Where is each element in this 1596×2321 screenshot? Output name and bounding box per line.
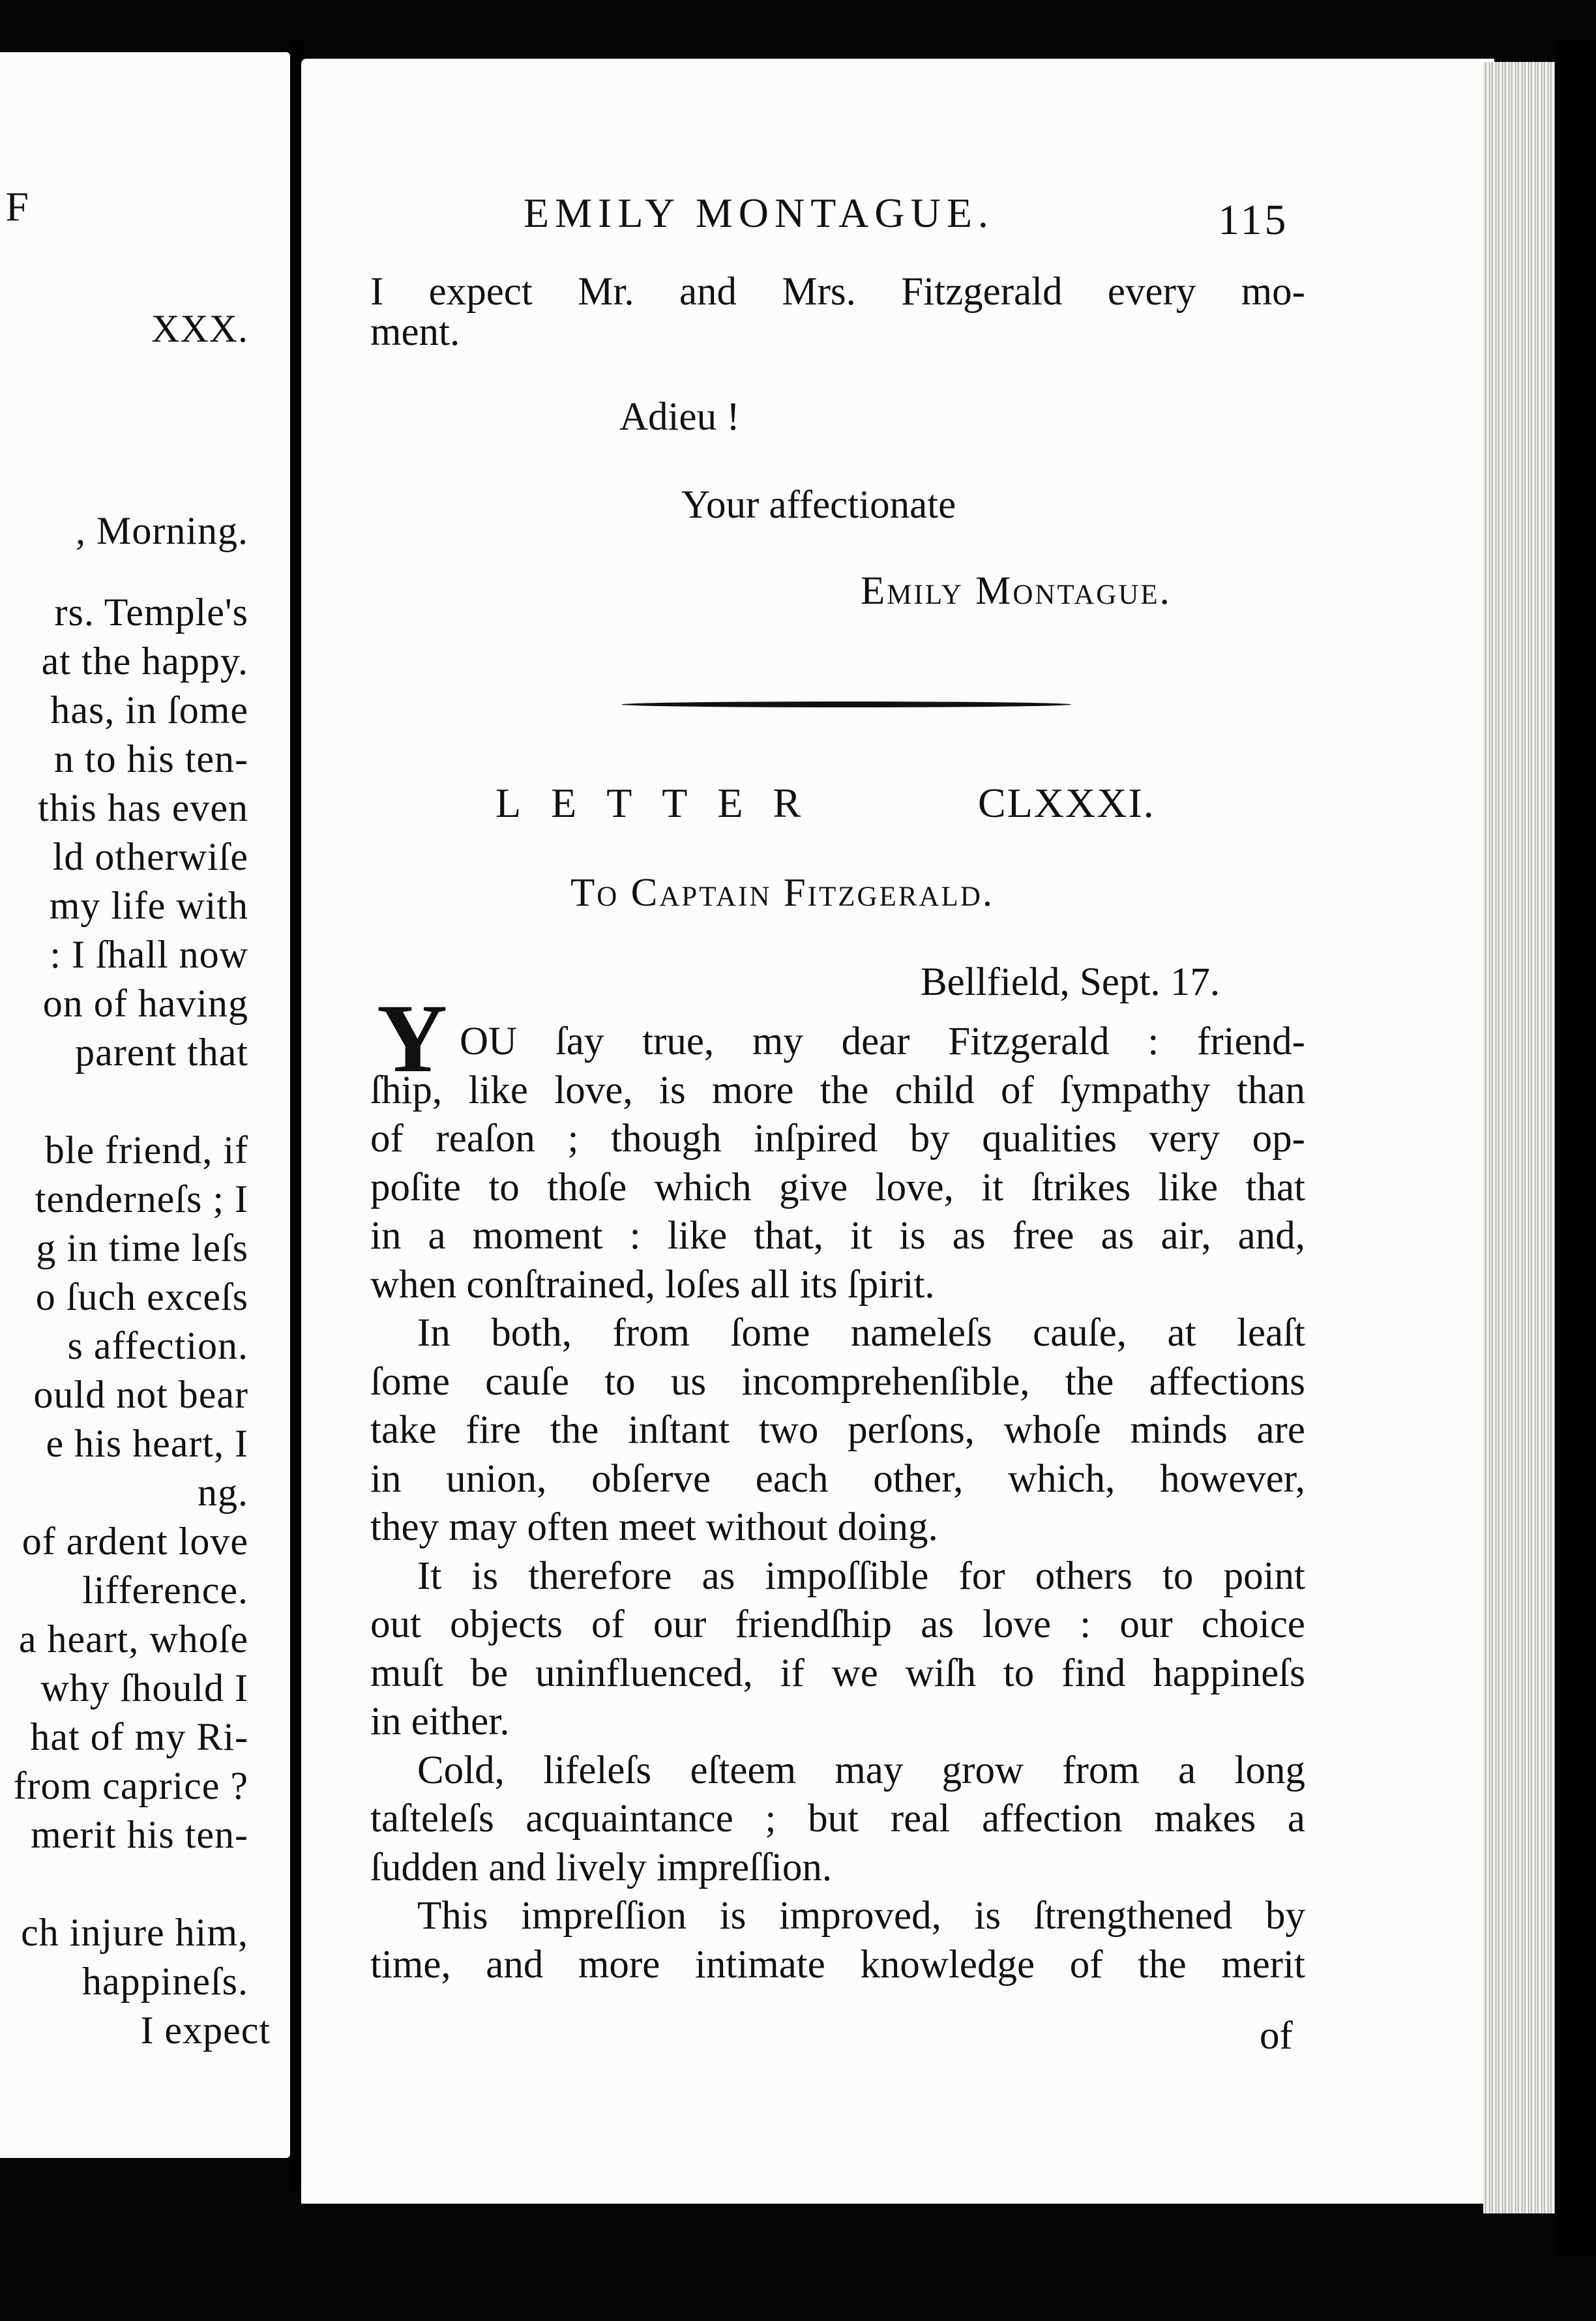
letter-number: CLXXXI.	[978, 780, 1155, 826]
letter-body-line: taſteleſs acquaintance ; but real affection makes a	[370, 1797, 1305, 1841]
left-page-line: e his heart, I	[46, 1422, 248, 1465]
left-page-line: parent that	[75, 1031, 248, 1074]
background-edge	[1555, 39, 1596, 2256]
letter-body-line: ſudden and lively impreſſion.	[370, 1845, 833, 1889]
left-page-line: rs. Temple's	[54, 591, 248, 634]
running-header: EMILY MONTAGUE.	[524, 190, 994, 236]
left-page-line: : I ſhall now	[50, 933, 248, 976]
recipient: To Captain Fitzgerald.	[570, 871, 995, 915]
left-page-line: hat of my Ri-	[30, 1715, 248, 1758]
letter-body-line: in union, obſerve each other, which, however,	[370, 1456, 1305, 1501]
letter-body-line: time, and more intimate knowledge of the merit	[370, 1942, 1305, 1987]
left-page-line: , Morning.	[76, 509, 248, 552]
letter-body-line: in a moment : like that, it is as free as air, and,	[370, 1214, 1305, 1258]
closing: Your affectionate	[681, 483, 956, 527]
left-page-line: ble friend, if	[44, 1129, 248, 1172]
letter-body-line: In both, from ſome nameleſs cauſe, at leaſt	[417, 1311, 1305, 1355]
letter-body-line: This impreſſion is improved, is ſtrengthened by	[417, 1894, 1305, 1938]
letter-body-line: muſt be uninfluenced, if we wiſh to find happineſs	[370, 1651, 1305, 1695]
letter-body-line: of reaſon ; though inſpired by qualities very op-	[370, 1117, 1305, 1160]
left-page-line: this has even	[38, 786, 248, 829]
left-page-line: s affection.	[67, 1324, 248, 1367]
left-page-line: tenderneſs ; I	[35, 1177, 248, 1220]
left-page	[0, 52, 290, 2158]
letter-body-line: poſite to thoſe which give love, it ſtrikes like that	[370, 1165, 1305, 1209]
left-page-line: my life with	[49, 884, 248, 927]
left-page-line: has, in ſome	[50, 688, 248, 732]
signature: Emily Montague.	[861, 569, 1172, 613]
letter-body-line: ſome cauſe to us incomprehenſible, the affections	[370, 1359, 1305, 1404]
drop-capital: Y	[377, 984, 448, 1093]
dateline: Bellfield, Sept. 17.	[921, 960, 1220, 1004]
left-page-line: from caprice ?	[13, 1764, 248, 1807]
text-line: I expect Mr. and Mrs. Fitzgerald every mo-	[370, 270, 1305, 314]
left-page-line: ould not bear	[33, 1373, 248, 1416]
section-rule	[621, 702, 1071, 707]
left-page-line: ld otherwiſe	[52, 835, 248, 878]
letter-body-line: they may often meet without doing.	[370, 1505, 938, 1549]
left-page-line: at the happy.	[41, 640, 248, 683]
left-page-line: F	[5, 183, 29, 229]
page-number: 115	[1218, 196, 1289, 244]
left-page-line: a heart, whoſe	[18, 1618, 248, 1661]
left-page-line: I expect	[140, 2009, 271, 2052]
left-page-line: o ſuch exceſs	[35, 1275, 248, 1318]
letter-body-line: OU ſay true, my dear Fitzgerald : friend-	[460, 1020, 1305, 1063]
letter-body-line: take fire the inſtant two perſons, whoſe minds are	[370, 1408, 1305, 1452]
left-page-line: of ardent love	[22, 1520, 248, 1563]
page-edges	[1483, 62, 1555, 2213]
letter-body-line: when conſtrained, loſes all its ſpirit.	[370, 1262, 935, 1307]
letter-body-line: ſhip, like love, is more the child of ſympathy than	[370, 1068, 1305, 1112]
left-page-line: lifference.	[82, 1569, 248, 1612]
letter-body-line: out objects of our friendſhip as love : our choice	[370, 1603, 1305, 1646]
left-page-line: ch injure him,	[21, 1911, 248, 1954]
letter-body-line: It is therefore as impoſſible for others to point	[417, 1554, 1305, 1598]
recipient-line	[570, 870, 994, 916]
catchword: of	[1260, 2014, 1293, 2058]
left-page-line: g in time leſs	[36, 1226, 248, 1269]
left-page-line: merit his ten-	[31, 1813, 248, 1856]
left-page-line: XXX.	[151, 307, 248, 350]
left-page-line: n to his ten-	[54, 737, 248, 780]
letter-body-line: Cold, lifeleſs eſteem may grow from a long	[417, 1748, 1305, 1792]
left-page-line: happineſs.	[82, 1960, 248, 2003]
left-page-line: ng.	[198, 1471, 248, 1514]
left-page-line: on of having	[42, 982, 248, 1025]
text-line: ment.	[370, 310, 460, 354]
valediction: Adieu !	[619, 395, 740, 439]
left-page-line: why ſhould I	[40, 1666, 248, 1709]
letter-body-line: in either.	[370, 1700, 510, 1743]
letter-heading: LETTER	[495, 780, 831, 826]
